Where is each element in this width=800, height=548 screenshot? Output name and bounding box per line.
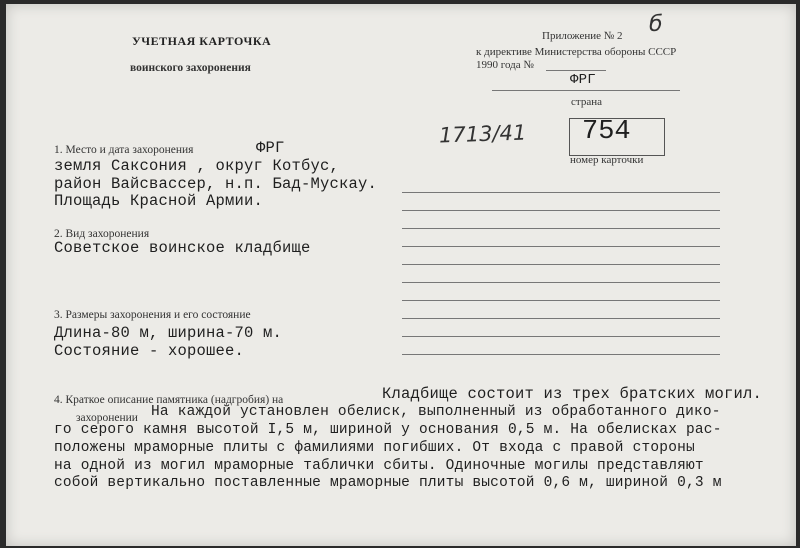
section-1-line: земля Саксония , округ Котбус, <box>54 157 340 175</box>
ruled-line <box>402 228 720 229</box>
directive-year: 1990 года № <box>476 59 534 71</box>
appendix-label: Приложение № 2 <box>542 30 623 42</box>
card-title: УЧЕТНАЯ КАРТОЧКА <box>132 34 272 48</box>
country-value: ФРГ <box>570 72 596 88</box>
handwritten-code: 1713/41 <box>438 120 527 148</box>
section-1-label: 1. Место и дата захоронения <box>54 144 194 156</box>
section-4-line: Кладбище состоит из трех братских могил. <box>382 385 763 403</box>
card-subtitle: воинского захоронения <box>130 62 251 74</box>
ruled-line <box>402 354 720 355</box>
ruled-line <box>402 282 720 283</box>
card-number-value: 754 <box>582 117 631 147</box>
ruled-line <box>402 246 720 247</box>
ruled-line <box>402 264 720 265</box>
directive-text: к директиве Министерства обороны СССР <box>476 46 677 58</box>
directive-number-line <box>546 70 606 71</box>
section-4-label: 4. Краткое описание памятника (надгробия) на <box>54 394 284 406</box>
section-4-line: На каждой установлен обелиск, выполненный из обработанного дико- <box>151 404 721 420</box>
record-card <box>6 4 796 546</box>
card-number-label: номер карточки <box>570 154 644 166</box>
country-line <box>492 90 680 91</box>
section-2-value: Советское воинское кладбище <box>54 239 311 257</box>
section-1-country: ФРГ <box>256 139 285 157</box>
section-3-line: Длина-80 м, ширина-70 м. <box>54 324 283 342</box>
section-3-label: 3. Размеры захоронения и его состояние <box>54 309 251 321</box>
appendix-handwritten-mark: б <box>649 12 663 37</box>
section-4-label-cont: захоронении <box>76 412 138 424</box>
section-1-line: Площадь Красной Армии. <box>54 192 264 210</box>
section-2-label: 2. Вид захоронения <box>54 228 150 240</box>
ruled-line <box>402 336 720 337</box>
section-4-line: го серого камня высотой I,5 м, шириной у основания 0,5 м. На обелисках рас- <box>54 422 722 438</box>
ruled-line <box>402 300 720 301</box>
section-3-line: Состояние - хорошее. <box>54 342 245 360</box>
section-4-line: на одной из могил мраморные таблички сбиты. Одиночные могилы представляют <box>54 458 704 474</box>
ruled-line <box>402 192 720 193</box>
section-1-line: район Вайсвассер, н.п. Бад-Мускау. <box>54 175 378 193</box>
section-4-line: положены мраморные плиты с фамилиями погибших. От входа с правой стороны <box>54 440 695 456</box>
section-4-line: собой вертикально поставленные мраморные плиты высотой 0,6 м, шириной 0,3 м <box>54 475 722 491</box>
ruled-line <box>402 210 720 211</box>
ruled-line <box>402 318 720 319</box>
country-label: страна <box>571 96 602 108</box>
